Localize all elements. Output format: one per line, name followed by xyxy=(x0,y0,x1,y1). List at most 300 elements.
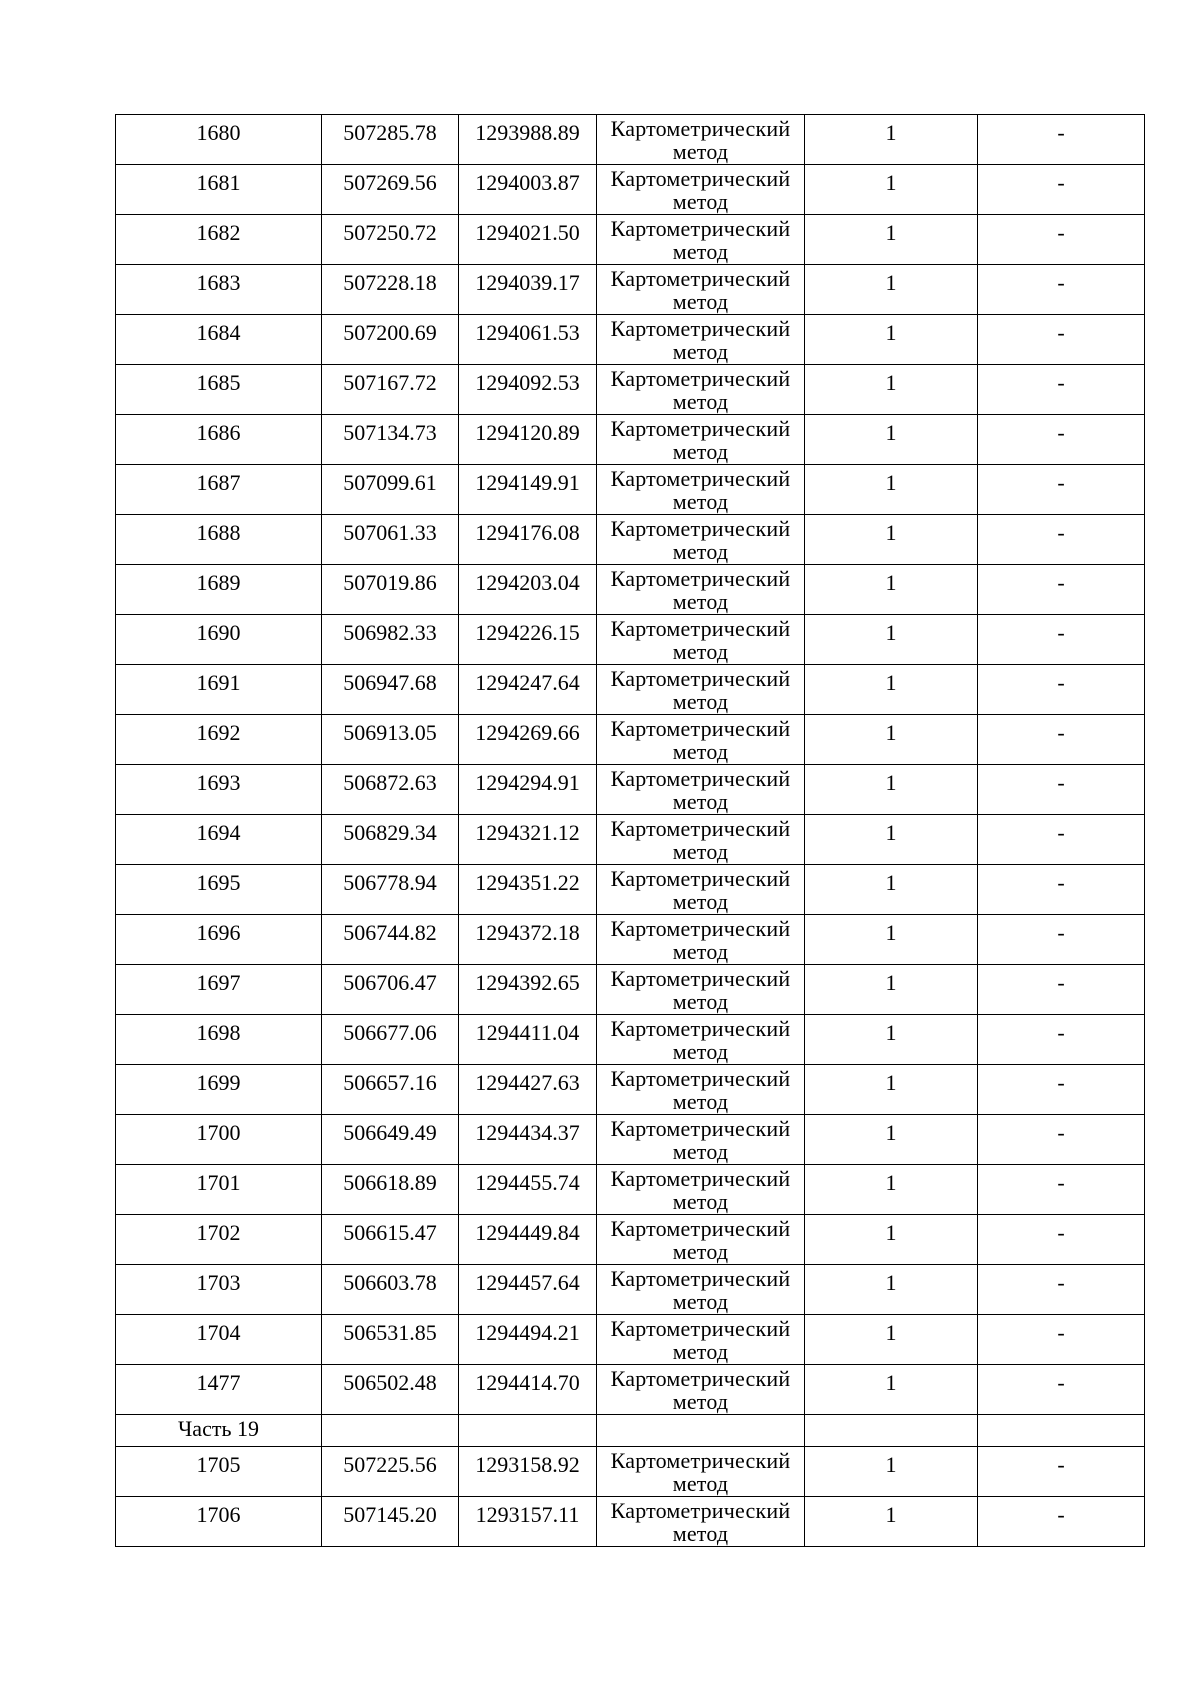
method-cell xyxy=(597,465,805,515)
x-coordinate-cell xyxy=(322,1315,459,1365)
x-coordinate-cell xyxy=(322,1065,459,1115)
x-coordinate-cell-text: 507285.78 xyxy=(343,120,437,145)
y-coordinate-cell xyxy=(459,565,597,615)
accuracy-cell-text: 1 xyxy=(885,770,897,795)
method-cell-text: Картометрический метод xyxy=(610,1316,791,1364)
note-cell xyxy=(978,1065,1145,1115)
accuracy-cell xyxy=(805,715,978,765)
accuracy-cell-text: 1 xyxy=(885,1320,897,1345)
point-number-cell xyxy=(116,615,322,665)
note-cell-text: - xyxy=(1057,520,1065,545)
accuracy-cell-text: 1 xyxy=(885,620,897,645)
x-coordinate-cell-text: 506982.33 xyxy=(343,620,437,645)
point-number-cell-text: 1698 xyxy=(196,1020,241,1045)
point-number-cell-text: 1685 xyxy=(196,370,241,395)
x-coordinate-cell xyxy=(322,715,459,765)
x-coordinate-cell-text: 506829.34 xyxy=(343,820,437,845)
method-cell xyxy=(597,865,805,915)
y-coordinate-cell xyxy=(459,165,597,215)
note-cell-text: - xyxy=(1057,220,1065,245)
point-number-cell xyxy=(116,715,322,765)
point-number-cell-text: 1705 xyxy=(196,1452,241,1477)
accuracy-cell-text: 1 xyxy=(885,520,897,545)
y-coordinate-cell xyxy=(459,465,597,515)
x-coordinate-cell-text: 506603.78 xyxy=(343,1270,437,1295)
note-cell xyxy=(978,1315,1145,1365)
method-cell xyxy=(597,1015,805,1065)
y-coordinate-cell-text: 1294269.66 xyxy=(475,720,580,745)
method-cell xyxy=(597,915,805,965)
note-cell-text: - xyxy=(1057,470,1065,495)
point-number-cell xyxy=(116,1065,322,1115)
method-cell xyxy=(597,565,805,615)
y-coordinate-cell xyxy=(459,1015,597,1065)
point-number-cell-text: 1706 xyxy=(196,1502,241,1527)
method-cell xyxy=(597,1115,805,1165)
point-number-cell xyxy=(116,815,322,865)
note-cell-text: - xyxy=(1057,970,1065,995)
x-coordinate-cell xyxy=(322,815,459,865)
method-cell-text: Картометрический метод xyxy=(610,866,791,914)
x-coordinate-cell-text: 506947.68 xyxy=(343,670,437,695)
point-number-cell-text: 1699 xyxy=(196,1070,241,1095)
point-number-cell xyxy=(116,1215,322,1265)
accuracy-cell xyxy=(805,1447,978,1497)
table-row xyxy=(116,1065,1145,1115)
table-row xyxy=(116,1497,1145,1547)
note-cell xyxy=(978,265,1145,315)
accuracy-cell-text: 1 xyxy=(885,1220,897,1245)
coordinates-table-body xyxy=(116,115,1145,1547)
note-cell-text: - xyxy=(1057,1452,1065,1477)
point-number-cell-text: 1692 xyxy=(196,720,241,745)
point-number-cell-text: 1691 xyxy=(196,670,241,695)
method-cell xyxy=(597,1447,805,1497)
point-number-cell-text: 1695 xyxy=(196,870,241,895)
note-cell xyxy=(978,1497,1145,1547)
x-coordinate-cell-text: 506618.89 xyxy=(343,1170,437,1195)
point-number-cell xyxy=(116,215,322,265)
table-row xyxy=(116,715,1145,765)
note-cell-text: - xyxy=(1057,820,1065,845)
y-coordinate-cell xyxy=(459,615,597,665)
method-cell-text: Картометрический метод xyxy=(610,266,791,314)
x-coordinate-cell-text: 506649.49 xyxy=(343,1120,437,1145)
y-coordinate-cell xyxy=(459,965,597,1015)
y-coordinate-cell-text: 1294226.15 xyxy=(475,620,580,645)
table-row xyxy=(116,765,1145,815)
note-cell xyxy=(978,815,1145,865)
note-cell xyxy=(978,215,1145,265)
table-row xyxy=(116,815,1145,865)
point-number-cell xyxy=(116,1115,322,1165)
y-coordinate-cell xyxy=(459,1447,597,1497)
method-cell-text: Картометрический метод xyxy=(610,216,791,264)
method-cell xyxy=(597,315,805,365)
section-label-cell xyxy=(116,1415,322,1447)
method-cell xyxy=(597,515,805,565)
y-coordinate-cell-text: 1294321.12 xyxy=(475,820,580,845)
accuracy-cell xyxy=(805,315,978,365)
method-cell-text: Картометрический метод xyxy=(610,1016,791,1064)
accuracy-cell xyxy=(805,165,978,215)
point-number-cell-text: 1703 xyxy=(196,1270,241,1295)
point-number-cell-text: 1696 xyxy=(196,920,241,945)
empty-cell xyxy=(322,1415,459,1447)
point-number-cell xyxy=(116,415,322,465)
x-coordinate-cell xyxy=(322,215,459,265)
point-number-cell-text: 1690 xyxy=(196,620,241,645)
method-cell-text: Картометрический метод xyxy=(610,316,791,364)
x-coordinate-cell-text: 506744.82 xyxy=(343,920,437,945)
method-cell-text: Картометрический метод xyxy=(610,516,791,564)
note-cell xyxy=(978,965,1145,1015)
note-cell xyxy=(978,1015,1145,1065)
note-cell-text: - xyxy=(1057,320,1065,345)
accuracy-cell-text: 1 xyxy=(885,970,897,995)
section-header-row xyxy=(116,1415,1145,1447)
x-coordinate-cell xyxy=(322,415,459,465)
y-coordinate-cell-text: 1294427.63 xyxy=(475,1070,580,1095)
accuracy-cell-text: 1 xyxy=(885,920,897,945)
point-number-cell-text: 1701 xyxy=(196,1170,241,1195)
x-coordinate-cell xyxy=(322,365,459,415)
accuracy-cell-text: 1 xyxy=(885,370,897,395)
note-cell xyxy=(978,465,1145,515)
point-number-cell xyxy=(116,165,322,215)
point-number-cell xyxy=(116,265,322,315)
table-row xyxy=(116,1447,1145,1497)
method-cell xyxy=(597,115,805,165)
method-cell-text: Картометрический метод xyxy=(610,816,791,864)
x-coordinate-cell xyxy=(322,165,459,215)
note-cell xyxy=(978,565,1145,615)
accuracy-cell xyxy=(805,915,978,965)
note-cell-text: - xyxy=(1057,1020,1065,1045)
accuracy-cell-text: 1 xyxy=(885,1452,897,1477)
point-number-cell xyxy=(116,865,322,915)
note-cell xyxy=(978,415,1145,465)
accuracy-cell xyxy=(805,265,978,315)
x-coordinate-cell xyxy=(322,665,459,715)
method-cell-text: Картометрический метод xyxy=(610,666,791,714)
method-cell xyxy=(597,1215,805,1265)
accuracy-cell-text: 1 xyxy=(885,1120,897,1145)
x-coordinate-cell-text: 506706.47 xyxy=(343,970,437,995)
accuracy-cell-text: 1 xyxy=(885,570,897,595)
accuracy-cell-text: 1 xyxy=(885,320,897,345)
note-cell xyxy=(978,915,1145,965)
y-coordinate-cell xyxy=(459,1365,597,1415)
accuracy-cell xyxy=(805,865,978,915)
x-coordinate-cell xyxy=(322,515,459,565)
point-number-cell-text: 1477 xyxy=(196,1370,241,1395)
note-cell xyxy=(978,665,1145,715)
accuracy-cell xyxy=(805,465,978,515)
accuracy-cell-text: 1 xyxy=(885,120,897,145)
accuracy-cell xyxy=(805,1265,978,1315)
accuracy-cell xyxy=(805,115,978,165)
point-number-cell-text: 1681 xyxy=(196,170,241,195)
note-cell-text: - xyxy=(1057,170,1065,195)
method-cell-text: Картометрический метод xyxy=(610,1266,791,1314)
accuracy-cell-text: 1 xyxy=(885,670,897,695)
note-cell-text: - xyxy=(1057,1220,1065,1245)
table-row xyxy=(116,515,1145,565)
method-cell xyxy=(597,715,805,765)
method-cell xyxy=(597,965,805,1015)
accuracy-cell xyxy=(805,965,978,1015)
y-coordinate-cell xyxy=(459,665,597,715)
method-cell-text: Картометрический метод xyxy=(610,166,791,214)
y-coordinate-cell xyxy=(459,115,597,165)
point-number-cell xyxy=(116,465,322,515)
method-cell xyxy=(597,415,805,465)
accuracy-cell xyxy=(805,365,978,415)
y-coordinate-cell-text: 1294434.37 xyxy=(475,1120,580,1145)
point-number-cell-text: 1697 xyxy=(196,970,241,995)
y-coordinate-cell xyxy=(459,515,597,565)
method-cell xyxy=(597,1165,805,1215)
x-coordinate-cell-text: 506913.05 xyxy=(343,720,437,745)
note-cell-text: - xyxy=(1057,570,1065,595)
note-cell xyxy=(978,515,1145,565)
empty-cell xyxy=(597,1415,805,1447)
y-coordinate-cell-text: 1294414.70 xyxy=(475,1370,580,1395)
note-cell xyxy=(978,1447,1145,1497)
y-coordinate-cell xyxy=(459,315,597,365)
method-cell xyxy=(597,1315,805,1365)
y-coordinate-cell xyxy=(459,365,597,415)
y-coordinate-cell-text: 1294176.08 xyxy=(475,520,580,545)
method-cell-text: Картометрический метод xyxy=(610,1366,791,1414)
point-number-cell xyxy=(116,1265,322,1315)
accuracy-cell-text: 1 xyxy=(885,870,897,895)
point-number-cell xyxy=(116,915,322,965)
x-coordinate-cell-text: 506615.47 xyxy=(343,1220,437,1245)
point-number-cell xyxy=(116,765,322,815)
coordinates-table xyxy=(115,114,1145,1547)
note-cell xyxy=(978,115,1145,165)
point-number-cell-text: 1688 xyxy=(196,520,241,545)
note-cell xyxy=(978,1115,1145,1165)
accuracy-cell xyxy=(805,615,978,665)
y-coordinate-cell-text: 1293158.92 xyxy=(475,1452,580,1477)
accuracy-cell xyxy=(805,1365,978,1415)
method-cell xyxy=(597,215,805,265)
x-coordinate-cell-text: 506872.63 xyxy=(343,770,437,795)
table-row xyxy=(116,615,1145,665)
method-cell xyxy=(597,765,805,815)
accuracy-cell-text: 1 xyxy=(885,1370,897,1395)
y-coordinate-cell xyxy=(459,1065,597,1115)
y-coordinate-cell xyxy=(459,1265,597,1315)
table-row xyxy=(116,365,1145,415)
y-coordinate-cell-text: 1294203.04 xyxy=(475,570,580,595)
method-cell xyxy=(597,365,805,415)
y-coordinate-cell xyxy=(459,915,597,965)
x-coordinate-cell xyxy=(322,1265,459,1315)
x-coordinate-cell-text: 507145.20 xyxy=(343,1502,437,1527)
accuracy-cell xyxy=(805,1065,978,1115)
method-cell xyxy=(597,1365,805,1415)
accuracy-cell xyxy=(805,1215,978,1265)
y-coordinate-cell-text: 1294351.22 xyxy=(475,870,580,895)
x-coordinate-cell xyxy=(322,1165,459,1215)
x-coordinate-cell xyxy=(322,615,459,665)
y-coordinate-cell xyxy=(459,1165,597,1215)
table-row xyxy=(116,565,1145,615)
accuracy-cell-text: 1 xyxy=(885,420,897,445)
table-row xyxy=(116,865,1145,915)
table-row xyxy=(116,1365,1145,1415)
y-coordinate-cell xyxy=(459,865,597,915)
x-coordinate-cell xyxy=(322,965,459,1015)
method-cell xyxy=(597,815,805,865)
note-cell-text: - xyxy=(1057,870,1065,895)
accuracy-cell-text: 1 xyxy=(885,1070,897,1095)
x-coordinate-cell xyxy=(322,315,459,365)
note-cell xyxy=(978,365,1145,415)
table-row xyxy=(116,1215,1145,1265)
x-coordinate-cell xyxy=(322,1447,459,1497)
x-coordinate-cell-text: 506657.16 xyxy=(343,1070,437,1095)
note-cell xyxy=(978,1165,1145,1215)
method-cell-text: Картометрический метод xyxy=(610,716,791,764)
method-cell xyxy=(597,1497,805,1547)
point-number-cell-text: 1680 xyxy=(196,120,241,145)
empty-cell xyxy=(978,1415,1145,1447)
note-cell-text: - xyxy=(1057,1270,1065,1295)
empty-cell xyxy=(459,1415,597,1447)
point-number-cell-text: 1687 xyxy=(196,470,241,495)
method-cell-text: Картометрический метод xyxy=(610,1066,791,1114)
note-cell-text: - xyxy=(1057,420,1065,445)
method-cell-text: Картометрический метод xyxy=(610,366,791,414)
y-coordinate-cell xyxy=(459,215,597,265)
y-coordinate-cell-text: 1294003.87 xyxy=(475,170,580,195)
accuracy-cell-text: 1 xyxy=(885,1170,897,1195)
table-row xyxy=(116,465,1145,515)
note-cell-text: - xyxy=(1057,620,1065,645)
x-coordinate-cell-text: 507134.73 xyxy=(343,420,437,445)
accuracy-cell xyxy=(805,565,978,615)
y-coordinate-cell xyxy=(459,1215,597,1265)
x-coordinate-cell-text: 507225.56 xyxy=(343,1452,437,1477)
point-number-cell xyxy=(116,1315,322,1365)
accuracy-cell-text: 1 xyxy=(885,1020,897,1045)
method-cell-text: Картометрический метод xyxy=(610,1166,791,1214)
point-number-cell xyxy=(116,965,322,1015)
accuracy-cell xyxy=(805,515,978,565)
note-cell-text: - xyxy=(1057,720,1065,745)
note-cell xyxy=(978,715,1145,765)
method-cell-text: Картометрический метод xyxy=(610,566,791,614)
note-cell-text: - xyxy=(1057,670,1065,695)
x-coordinate-cell-text: 507228.18 xyxy=(343,270,437,295)
method-cell xyxy=(597,265,805,315)
note-cell-text: - xyxy=(1057,1120,1065,1145)
y-coordinate-cell-text: 1294372.18 xyxy=(475,920,580,945)
point-number-cell-text: 1683 xyxy=(196,270,241,295)
point-number-cell-text: 1700 xyxy=(196,1120,241,1145)
x-coordinate-cell xyxy=(322,915,459,965)
point-number-cell xyxy=(116,315,322,365)
point-number-cell xyxy=(116,565,322,615)
method-cell-text: Картометрический метод xyxy=(610,916,791,964)
x-coordinate-cell-text: 506502.48 xyxy=(343,1370,437,1395)
note-cell-text: - xyxy=(1057,1502,1065,1527)
note-cell-text: - xyxy=(1057,1170,1065,1195)
table-row xyxy=(116,165,1145,215)
accuracy-cell xyxy=(805,1115,978,1165)
method-cell xyxy=(597,1065,805,1115)
note-cell xyxy=(978,865,1145,915)
accuracy-cell-text: 1 xyxy=(885,170,897,195)
note-cell-text: - xyxy=(1057,1370,1065,1395)
y-coordinate-cell xyxy=(459,1115,597,1165)
y-coordinate-cell xyxy=(459,815,597,865)
table-row xyxy=(116,1115,1145,1165)
table-row xyxy=(116,1015,1145,1065)
x-coordinate-cell-text: 506677.06 xyxy=(343,1020,437,1045)
y-coordinate-cell xyxy=(459,765,597,815)
accuracy-cell xyxy=(805,815,978,865)
accuracy-cell xyxy=(805,765,978,815)
x-coordinate-cell xyxy=(322,115,459,165)
method-cell-text: Картометрический метод xyxy=(610,416,791,464)
note-cell-text: - xyxy=(1057,120,1065,145)
x-coordinate-cell-text: 507061.33 xyxy=(343,520,437,545)
table-row xyxy=(116,265,1145,315)
note-cell-text: - xyxy=(1057,270,1065,295)
method-cell-text: Картометрический метод xyxy=(610,1448,791,1496)
y-coordinate-cell-text: 1294411.04 xyxy=(475,1020,580,1045)
note-cell xyxy=(978,1265,1145,1315)
table-row xyxy=(116,215,1145,265)
note-cell-text: - xyxy=(1057,370,1065,395)
table-row xyxy=(116,965,1145,1015)
x-coordinate-cell-text: 507167.72 xyxy=(343,370,437,395)
method-cell xyxy=(597,615,805,665)
accuracy-cell xyxy=(805,665,978,715)
section-label: Часть 19 xyxy=(178,1416,259,1441)
note-cell-text: - xyxy=(1057,1320,1065,1345)
y-coordinate-cell-text: 1294294.91 xyxy=(475,770,580,795)
note-cell xyxy=(978,315,1145,365)
point-number-cell xyxy=(116,115,322,165)
note-cell xyxy=(978,1215,1145,1265)
x-coordinate-cell-text: 506778.94 xyxy=(343,870,437,895)
accuracy-cell xyxy=(805,1015,978,1065)
accuracy-cell-text: 1 xyxy=(885,820,897,845)
table-row xyxy=(116,665,1145,715)
x-coordinate-cell xyxy=(322,565,459,615)
x-coordinate-cell xyxy=(322,465,459,515)
method-cell-text: Картометрический метод xyxy=(610,116,791,164)
y-coordinate-cell-text: 1294092.53 xyxy=(475,370,580,395)
y-coordinate-cell-text: 1294120.89 xyxy=(475,420,580,445)
point-number-cell-text: 1704 xyxy=(196,1320,241,1345)
y-coordinate-cell-text: 1293988.89 xyxy=(475,120,580,145)
accuracy-cell xyxy=(805,1497,978,1547)
table-row xyxy=(116,415,1145,465)
point-number-cell xyxy=(116,665,322,715)
y-coordinate-cell-text: 1294061.53 xyxy=(475,320,580,345)
y-coordinate-cell xyxy=(459,1497,597,1547)
x-coordinate-cell xyxy=(322,1115,459,1165)
x-coordinate-cell xyxy=(322,1365,459,1415)
